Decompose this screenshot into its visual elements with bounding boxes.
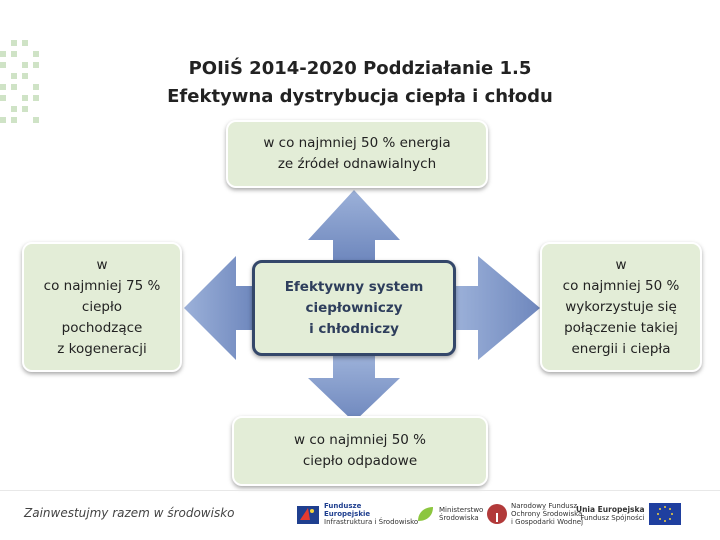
logo4-line: Unia Europejska: [576, 505, 645, 514]
logo3-line: i Gospodarki Wodnej: [511, 518, 584, 526]
node-right-line: w: [615, 256, 627, 273]
leaf-icon: [414, 503, 436, 525]
logo-nfosigw: [486, 500, 583, 528]
arrow-up: [308, 190, 400, 262]
fe-flag-icon: [296, 502, 320, 526]
logo1-line: Fundusze: [324, 502, 362, 510]
node-left-line: co najmniej 75 %: [43, 277, 161, 294]
node-combined-energy-heat: [540, 242, 702, 372]
node-top-line: ze źródeł odnawialnych: [277, 156, 437, 172]
node-right-line: wykorzystuje się: [565, 298, 677, 315]
node-efficient-system: [252, 260, 456, 356]
footer-slogan: Zainwestujmy razem w środowisko: [24, 506, 235, 520]
node-bottom-line: w co najmniej 50 %: [294, 432, 426, 448]
logo-ministerstwo: [414, 500, 483, 528]
logo3-line: Ochrony Środowiska: [511, 510, 583, 518]
logo2-line: Środowiska: [439, 514, 479, 522]
logo4-line: Fundusz Spójności: [580, 514, 645, 522]
node-center-line: ciepłowniczy: [305, 299, 403, 316]
logo2-line: Ministerstwo: [439, 506, 484, 514]
title-line-1: POIiŚ 2014-2020 Poddziałanie 1.5: [188, 58, 532, 79]
node-cogeneration: [22, 242, 182, 372]
logo1-line: Europejskie: [324, 510, 371, 518]
title-line-2: Efektywna dystrybucja ciepła i chłodu: [167, 86, 553, 107]
arrow-left: [184, 256, 254, 360]
node-right-line: co najmniej 50 %: [562, 277, 680, 294]
node-top-line: w co najmniej 50 % energia: [263, 135, 451, 151]
logo1-line: Infrastruktura i Środowisko: [324, 518, 419, 526]
node-left-line: ciepło: [81, 298, 123, 315]
logo3-line: Narodowy Fundusz: [511, 502, 578, 510]
node-left-line: z kogeneracji: [57, 340, 147, 357]
node-right-line: energii i ciepła: [571, 340, 671, 357]
logo-unia-europejska: [576, 500, 681, 528]
node-left-line: w: [96, 256, 108, 273]
arrow-right: [454, 256, 540, 360]
node-renewable-energy: [226, 120, 488, 188]
arrow-down: [308, 356, 400, 422]
logo-fundusze-europejskie: [296, 500, 418, 528]
node-center-line: Efektywny system: [284, 278, 424, 295]
node-waste-heat: [232, 416, 488, 486]
node-right-line: połączenie takiej: [564, 319, 678, 336]
tree-icon: [486, 503, 508, 525]
footer-divider: [0, 490, 720, 491]
node-left-line: pochodzące: [61, 319, 143, 336]
node-bottom-line: ciepło odpadowe: [302, 453, 418, 469]
node-center-line: i chłodniczy: [309, 320, 399, 337]
eu-flag-icon: [649, 503, 681, 525]
